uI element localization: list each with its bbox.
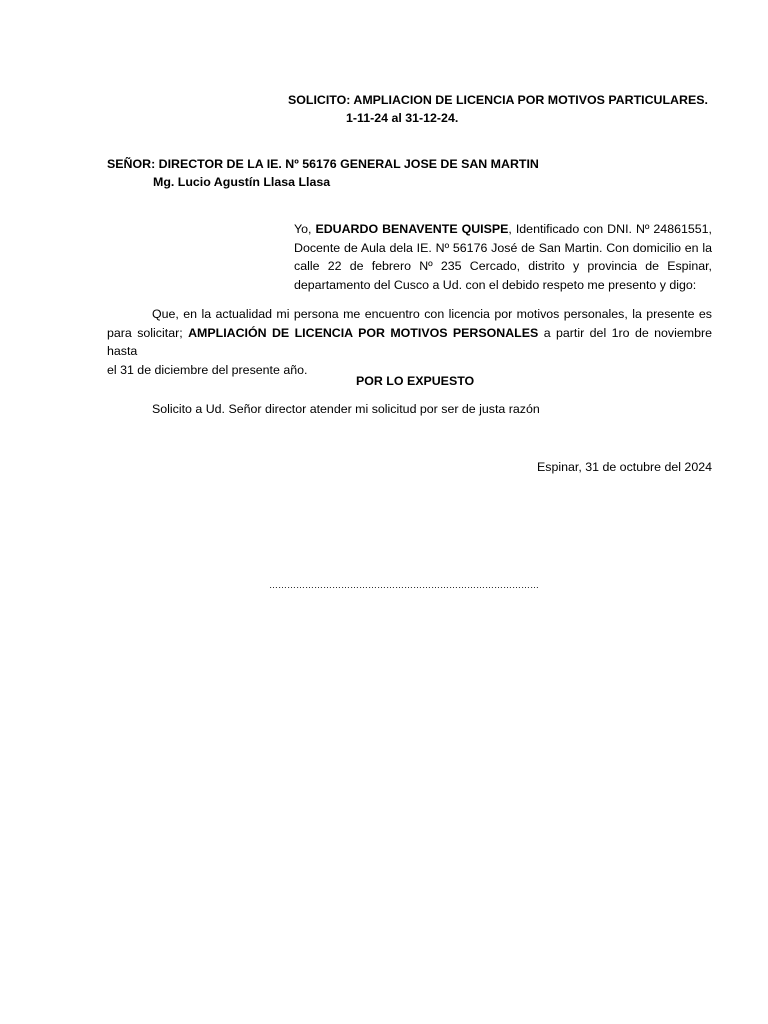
expuesto-heading: POR LO EXPUESTO bbox=[356, 374, 475, 388]
body-line-2 bbox=[107, 324, 712, 361]
request-subject: AMPLIACIÓN DE LICENCIA POR MOTIVOS PERSONALES bbox=[188, 325, 539, 340]
intro-line-1 bbox=[294, 220, 712, 239]
subject-line-1: SOLICITO: AMPLIACION DE LICENCIA POR MOTIVOS PARTICULARES. bbox=[288, 93, 708, 107]
applicant-name: EDUARDO BENAVENTE QUISPE bbox=[315, 222, 509, 236]
intro-line-4: departamento del Cusco a Ud. con el debido respeto me presento y digo: bbox=[294, 277, 697, 292]
place-date: Espinar, 31 de octubre del 2024 bbox=[537, 460, 712, 474]
intro-line-2: Docente de Aula dela IE. Nº 56176 José de San Martin. Con domicilio en la bbox=[294, 240, 712, 255]
intro-line-1-rest: , Identificado con DNI. Nº 24861551, bbox=[508, 222, 712, 236]
body-paragraph bbox=[107, 305, 712, 379]
subject-line-2: 1-11-24 al 31-12-24. bbox=[346, 111, 459, 125]
body-line-2-rest: a partir del 1ro de noviembre hasta bbox=[107, 325, 712, 358]
request-line: Solicito a Ud. Señor director atender mi solicitud por ser de justa razón bbox=[152, 402, 540, 416]
signature-line: ……………………………………………………………………………… bbox=[269, 580, 539, 590]
intro-prefix: Yo, bbox=[294, 222, 316, 236]
body-line-1: Que, en la actualidad mi persona me encuentro con licencia por motivos personales, la presente es bbox=[152, 307, 712, 321]
addressee-line-2: Mg. Lucio Agustín Llasa Llasa bbox=[153, 175, 331, 189]
addressee-line-1: SEÑOR: DIRECTOR DE LA IE. Nº 56176 GENERAL JOSE DE SAN MARTIN bbox=[107, 157, 539, 171]
body-line-3: el 31 de diciembre del presente año. bbox=[107, 362, 308, 377]
intro-paragraph bbox=[294, 220, 712, 294]
intro-line-3: calle 22 de febrero Nº 235 Cercado, distrito y provincia de Espinar, bbox=[294, 259, 712, 273]
body-line-2-prefix: para solicitar; bbox=[107, 325, 189, 340]
